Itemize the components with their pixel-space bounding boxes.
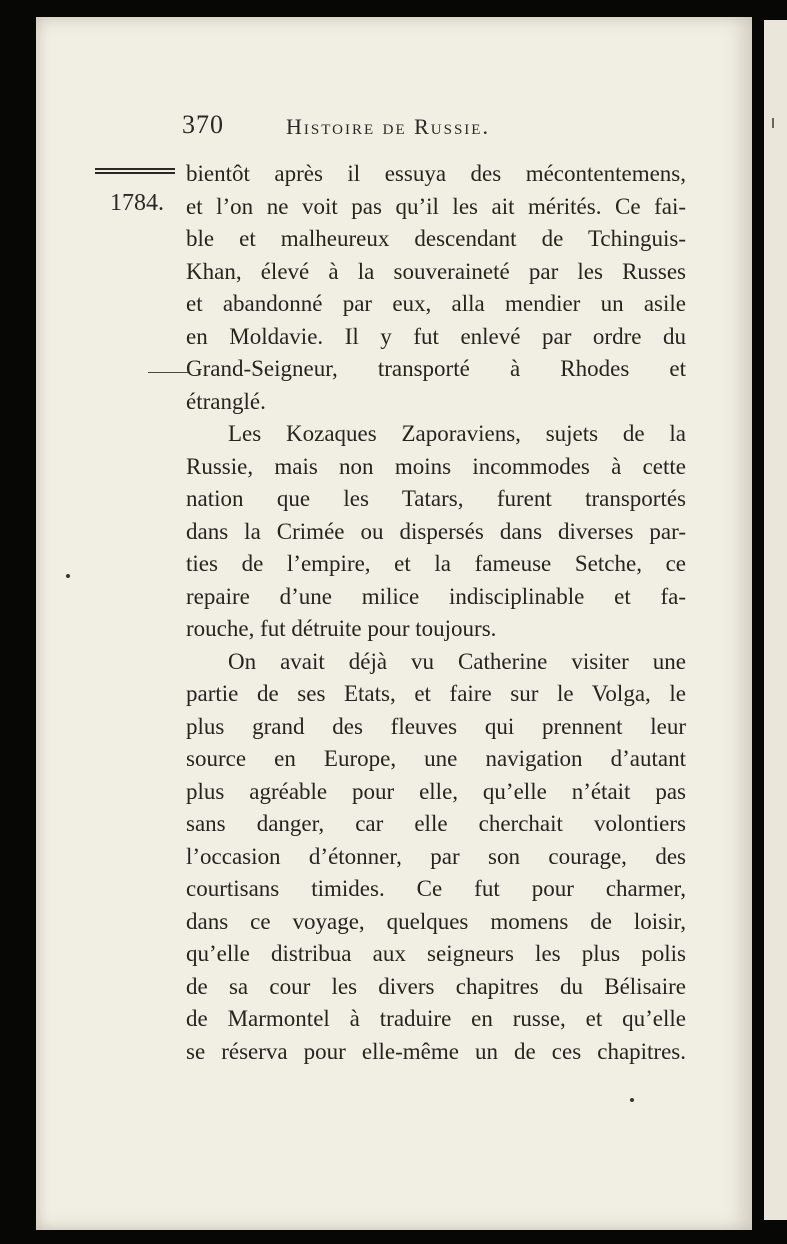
text-line: Grand-Seigneur, transporté à Rhodes et (186, 356, 686, 381)
marginal-year: 1784. (110, 190, 164, 216)
text-line: se réserva pour elle-même un de ces chapitres. (186, 1038, 686, 1064)
text-line: rouche, fut détruite pour toujours. (186, 616, 497, 641)
text-line: l’occasion d’étonner, par son courage, des (186, 843, 686, 869)
text-line: qu’elle distribua aux seigneurs les plus polis (186, 941, 686, 966)
text-line: courtisans timides. Ce fut pour charmer, (186, 876, 686, 901)
text-line: sans danger, car elle cherchait volontiers (186, 811, 686, 836)
pencil-mark (148, 372, 188, 378)
ink-speck (630, 1098, 634, 1102)
adjacent-page-mark (772, 118, 774, 128)
text-line: nation que les Tatars, furent transportés (186, 486, 686, 511)
text-line: dans la Crimée ou dispersés dans diverses par- (186, 518, 686, 544)
text-line: en Moldavie. Il y fut enlevé par ordre du (186, 323, 686, 349)
body-text (186, 158, 686, 1068)
marginal-rule (95, 168, 175, 176)
text-line: de sa cour les divers chapitres du Bélisaire (186, 973, 686, 999)
text-line: Les Kozaques Zaporaviens, sujets de la (228, 421, 686, 446)
text-line: étranglé. (186, 388, 266, 414)
text-line: et abandonné par eux, alla mendier un asile (186, 291, 686, 316)
text-line: et l’on ne voit pas qu’il les ait mérités. Ce fai- (186, 193, 686, 219)
text-line: ties de l’empire, et la fameuse Setche, ce (186, 551, 686, 576)
text-line: plus grand des fleuves qui prennent leur (186, 713, 686, 739)
adjacent-page-edge (764, 20, 787, 1220)
text-line: Russie, mais non moins incommodes à cette (186, 453, 686, 479)
text-line: partie de ses Etats, et faire sur le Volga, le (186, 681, 686, 706)
running-title: Histoire de Russie. (286, 114, 490, 139)
text-line: plus agréable pour elle, qu’elle n’était pas (186, 778, 686, 804)
text-line: de Marmontel à traduire en russe, et qu’elle (186, 1006, 686, 1031)
text-line: source en Europe, une navigation d’autant (186, 746, 686, 771)
page-header (182, 108, 602, 144)
text-line: Khan, élevé à la souveraineté par les Russes (186, 258, 686, 284)
page-number: 370 (182, 110, 224, 139)
ink-speck (66, 574, 70, 578)
text-line: repaire d’une milice indisciplinable et fa- (186, 583, 686, 609)
text-line: ble et malheureux descendant de Tchinguis- (186, 226, 686, 251)
text-line: bientôt après il essuya des mécontentemens, (186, 161, 686, 186)
text-line: dans ce voyage, quelques momens de loisir, (186, 908, 686, 934)
text-line: On avait déjà vu Catherine visiter une (228, 648, 686, 674)
